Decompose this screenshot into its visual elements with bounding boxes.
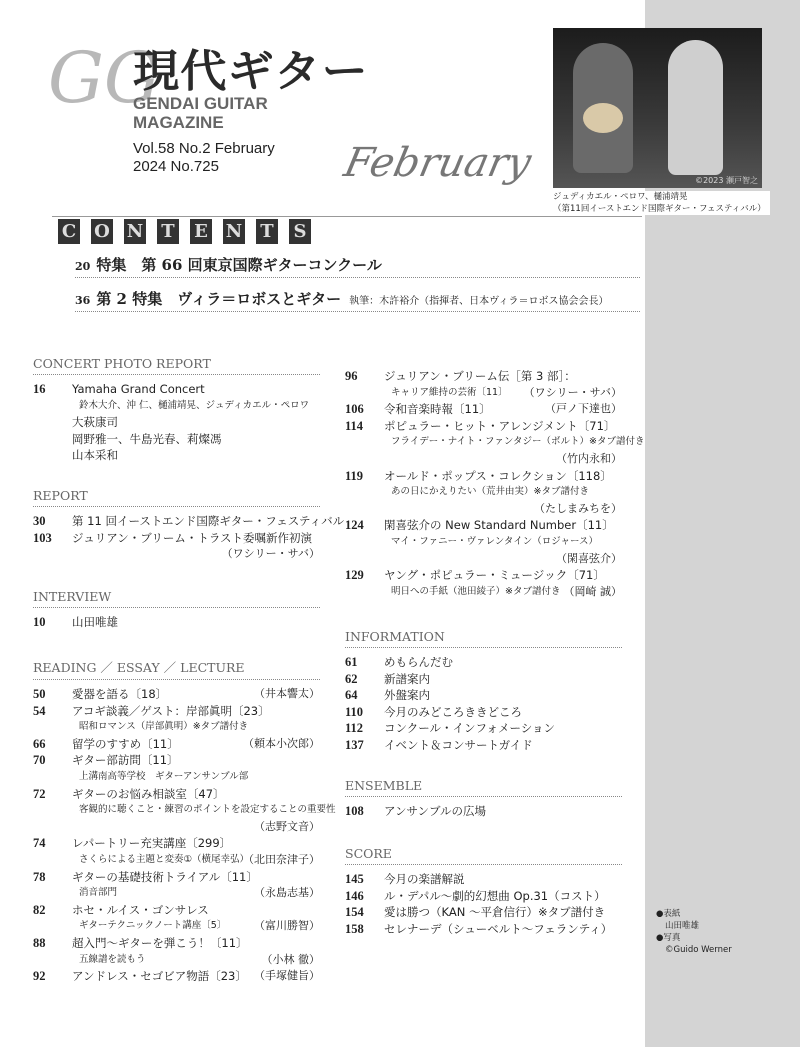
page-number: 114 [345,418,364,433]
section-heading: CONCERT PHOTO REPORT [33,356,320,375]
section-heading: INTERVIEW [33,589,320,608]
toc-entry[interactable] [345,687,622,704]
entry-title: オールド・ポップス・コレクション〔118〕 [384,468,612,483]
magazine-title-jp: 現代ギター [133,46,369,97]
page-number: 96 [345,369,358,383]
toc-entry[interactable] [345,803,622,820]
page-number: 119 [345,468,364,483]
toc-entry[interactable] [345,904,622,921]
entry-author: （ワシリー・サバ） [523,385,622,399]
toc-entry[interactable] [345,584,622,601]
toc-section [345,368,645,600]
contents-letter: S [289,219,311,244]
page-number: 62 [345,671,358,686]
toc-entry[interactable] [33,447,320,464]
entry-title: Yamaha Grand Concert [72,382,205,396]
page-number: 129 [345,568,364,583]
entry-title: 外盤案内 [384,688,430,703]
entry-author: （志野文音） [254,819,320,833]
page-number: 64 [345,688,358,703]
toc-section [345,778,622,820]
entry-author: （頼本小次郎） [243,736,320,750]
entry-author: （たしまみちを） [534,501,622,515]
entry-title: ギターのお悩み相談室〔47〕 [72,786,225,801]
toc-entry[interactable] [33,902,320,919]
contents-letter: E [190,219,212,244]
toc-entry[interactable] [345,468,622,485]
section-heading: READING ／ ESSAY ／ LECTURE [33,658,320,680]
toc-entry[interactable] [33,719,320,736]
entry-title: セレナーデ（シューベルト～フェランティ） [384,921,613,936]
toc-section [33,356,320,464]
page-number: 103 [33,530,52,545]
page-number: 137 [345,737,364,752]
entry-title: 今月のみどころききどころ [384,704,522,719]
entry-title: 昭和ロマンス（岸部眞明）※タブ譜付き [79,721,249,733]
toc-entry[interactable] [33,802,336,819]
page-number: 61 [345,655,358,669]
toc-entry[interactable] [33,736,320,753]
entry-author: （井本響太） [254,687,320,700]
entry-title: ル・デパル～劇的幻想曲 Op.31（コスト） [384,888,606,903]
toc-entry[interactable] [345,704,622,721]
entry-title: アンサンブルの広場 [384,804,487,818]
entry-author: （戸ノ下達也） [545,402,622,416]
page-number: 124 [345,518,364,533]
section-heading: INFORMATION [345,629,622,648]
entry-author: （小林 徹） [261,952,320,966]
entry-title: ギターの基礎技術トライアル〔11〕 [72,869,258,884]
toc-entry[interactable] [345,484,622,501]
toc-entry[interactable] [345,434,645,451]
page-number: 78 [33,869,46,884]
toc-entry[interactable] [33,703,320,720]
toc-entry[interactable] [345,720,622,737]
toc-entry[interactable] [345,671,622,688]
page-number: 10 [33,615,46,629]
entry-title: アコギ談義／ゲスト：岸部眞明〔23〕 [72,703,270,718]
page-number: 146 [345,888,364,903]
toc-entry[interactable] [345,737,622,754]
contents-letter: N [223,219,245,244]
page-number: 66 [33,736,46,751]
contents-letter: O [91,219,113,244]
entry-title: ホセ・ルイス・ゴンサレス [72,902,209,917]
toc-entry[interactable] [33,918,320,935]
entry-author: （竹内永和） [556,451,622,465]
entry-title: ジュリアン・ブリーム・トラスト委嘱新作初演 [72,530,313,545]
entry-title: フライデー・ナイト・ファンタジー（ボルト）※タブ譜付き [391,436,645,448]
toc-entry[interactable] [33,835,320,852]
gg-logo-mark: GG [48,37,160,119]
toc-entry[interactable] [33,786,320,803]
entry-title: ギターテクニックノート講座〔5〕 [79,920,227,932]
contents-letter: N [124,219,146,244]
toc-entry[interactable] [33,381,320,398]
entry-author: （岡崎 誠） [563,584,622,598]
entry-title: 閑喜弦介の New Standard Number〔11〕 [384,518,614,533]
entry-title: キャリア維持の芸術〔11〕 [391,386,508,398]
toc-entry[interactable] [33,935,320,952]
toc-entry[interactable] [33,968,320,985]
toc-section [33,589,320,631]
page-number: 145 [345,872,364,886]
entry-title: マイ・ファニー・ヴァレンタイン（ロジャース） [391,535,599,547]
entry-title: ポピュラー・ヒット・アレンジメント〔71〕 [384,418,616,433]
toc-entry[interactable] [33,614,320,631]
entry-author: （永島志基） [254,886,320,900]
entry-title: 第 11 回イーストエンド国際ギター・フェスティバル [72,514,345,528]
page-number: 82 [33,902,46,917]
entry-title: 五線譜を読もう [79,953,146,965]
toc-entry[interactable] [33,431,320,448]
entry-title: コンクール・インフォメーション [384,721,556,736]
entry-title: めもらんだむ [384,655,453,669]
toc-entry[interactable] [33,686,320,703]
entry-title: ヤング・ポピュラー・ミュージック〔71〕 [384,568,605,583]
section-heading: SCORE [345,846,622,865]
contents-heading [58,219,311,244]
entry-title: ジュリアン・ブリーム伝［第 3 部］： [384,369,576,383]
toc-entry[interactable] [33,952,320,969]
page-number: 88 [33,935,46,950]
entry-title: 留学のすすめ〔11〕 [72,736,179,751]
entry-author: （ワシリー・サバ） [221,547,320,561]
toc-entry[interactable] [345,871,622,888]
toc-entry[interactable] [345,551,622,568]
magazine-title-en: GENDAI GUITAR MAGAZINE [133,94,268,132]
section-heading: REPORT [33,488,320,507]
toc-entry[interactable] [345,501,622,518]
entry-title: レパートリー充実講座〔299〕 [72,836,232,851]
toc-entry[interactable] [33,769,320,786]
entry-title: あの日にかえりたい（荒井由実）※タブ譜付き [391,486,589,498]
toc-section [33,658,336,985]
entry-title: 上溝南高等学校 ギターアンサンブル部 [79,770,249,782]
cover-photo [553,28,762,188]
toc-entry[interactable] [345,654,622,671]
page-number: 54 [33,703,46,718]
entry-title: 鈴木大介、沖 仁、樋浦靖晃、ジュディカエル・ペロワ [79,399,310,411]
photo-credit: ©2023 瀬戸智之 [695,176,758,185]
page-number: 110 [345,704,364,719]
month-script: February [340,140,536,186]
page-number: 72 [33,786,46,801]
toc-entry[interactable] [345,368,622,385]
feature-2[interactable]: 36 第 2 特集 ヴィラ＝ロボスとギター 執筆：木許裕介（指揮者、日本ヴィラ＝ロボス協会会長） [75,288,640,312]
toc-entry[interactable] [345,385,622,402]
page-number: 158 [345,921,364,936]
toc-entry[interactable] [33,852,320,869]
entry-author: （閑喜弦介） [556,551,622,565]
entry-title: 客観的に聴くこと・練習のポイントを設定することの重要性 [79,804,336,816]
toc-entry[interactable] [33,869,320,886]
toc-entry[interactable] [33,752,320,769]
entry-title: イベント＆コンサートガイド [384,737,533,752]
entry-title: 大萩康司 [72,415,118,430]
issue-info: Vol.58 No.2 February 2024 No.725 [133,140,275,175]
entry-title: 山田唯雄 [72,615,118,629]
entry-title: 今月の楽譜解説 [384,872,465,886]
entry-author: （手塚健旨） [254,969,320,983]
entry-author: （富川勝智） [254,919,320,933]
contents-letter: C [58,219,80,244]
toc-section [33,488,345,563]
entry-title: 超入門～ギターを弾こう！〔11〕 [72,935,248,950]
entry-author: （北田奈津子） [243,852,320,866]
page-number: 154 [345,905,364,920]
toc-section [345,846,622,937]
contents-letter: T [157,219,179,244]
page-number: 30 [33,514,46,528]
page-number: 106 [345,402,364,417]
entry-title: 愛は勝つ（KAN ～平倉信行）※タブ譜付き [384,905,606,920]
toc-entry[interactable] [345,567,622,584]
toc-entry[interactable] [33,530,320,547]
page-number: 16 [33,382,46,396]
entry-title: ギター部訪問〔11〕 [72,753,179,768]
entry-title: 令和音楽時報〔11〕 [384,402,491,417]
page-number: 50 [33,687,46,701]
toc-entry[interactable] [33,398,320,415]
cover-credits: ●表紙 山田唯雄 ●写真 ©Guido Werner [656,909,732,955]
toc-section [345,629,622,754]
divider [52,216,642,217]
contents-letter: T [256,219,278,244]
toc-entry[interactable] [345,401,622,418]
toc-entry[interactable] [33,885,320,902]
photo-caption: ジュディカエル・ペロワ、樋浦靖晃 （第11回イーストエンド国際ギター・フェスティバル） [553,191,770,215]
feature-1[interactable]: 20 特集 第 66 回東京国際ギターコンクール [75,254,640,278]
entry-title: アンドレス・セゴビア物語〔23〕 [72,969,247,984]
toc-entry[interactable] [345,534,622,551]
page-number: 70 [33,753,46,768]
page-number: 92 [33,969,46,984]
toc-entry[interactable] [345,517,622,534]
toc-entry[interactable] [33,546,320,563]
toc-entry[interactable] [345,921,622,938]
entry-title: さくらによる主題と変奏①（横尾幸弘） [79,853,250,865]
toc-entry[interactable] [33,513,345,530]
page-number: 112 [345,721,364,736]
toc-entry[interactable] [345,418,622,435]
toc-entry[interactable] [33,414,320,431]
toc-entry[interactable] [345,451,622,468]
entry-title: 愛器を語る〔18〕 [72,687,168,701]
section-heading: ENSEMBLE [345,778,622,797]
entry-title: 消音部門 [79,887,118,899]
page-number: 108 [345,804,364,818]
entry-title: 岡野雅一、牛島光春、莉燦馮 [72,431,222,446]
toc-entry[interactable] [33,819,320,836]
page-number: 74 [33,836,46,851]
entry-title: 新譜案内 [384,671,430,686]
toc-entry[interactable] [345,888,622,905]
entry-title: 明日への手紙（池田綾子）※タブ譜付き [391,585,561,597]
entry-title: 山本采和 [72,448,118,463]
